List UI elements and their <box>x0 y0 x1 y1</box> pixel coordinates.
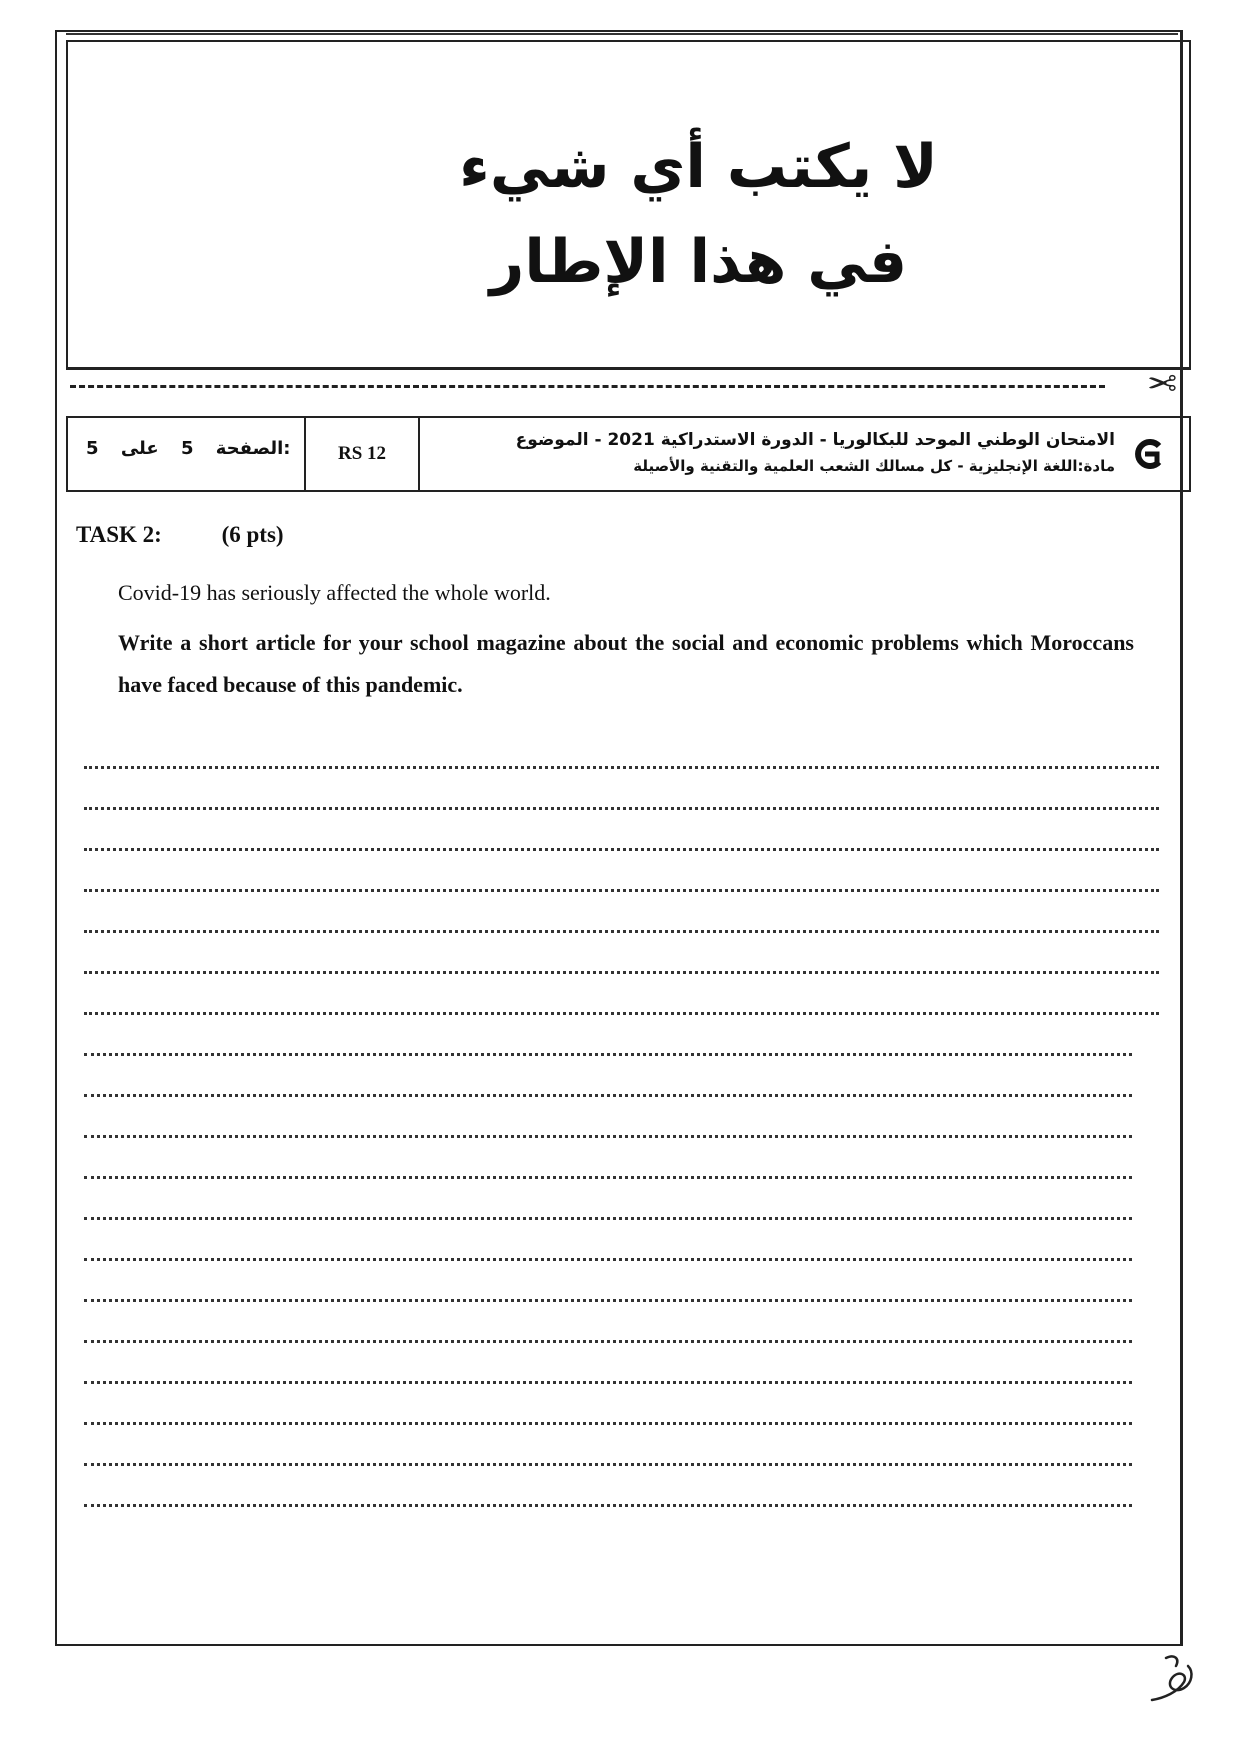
answer-line[interactable] <box>84 892 1159 933</box>
answer-line[interactable] <box>84 1056 1132 1097</box>
answer-line[interactable] <box>84 1384 1132 1425</box>
no-write-line-2: في هذا الإطار <box>489 227 908 297</box>
answer-line[interactable] <box>84 728 1159 769</box>
answer-line[interactable] <box>84 1179 1132 1220</box>
answer-line[interactable] <box>84 1220 1132 1261</box>
task-instruction: Write a short article for your school magazine about the social and economic problems which Moroccans have faced because of this pandemic. <box>118 630 1134 697</box>
no-write-box <box>66 40 1191 370</box>
answer-area[interactable] <box>84 728 1159 1507</box>
task-label: TASK 2: <box>76 522 162 547</box>
exam-subject: مادة:اللغة الإنجليزية - كل مسالك الشعب العلمية والتقنية والأصيلة <box>633 457 1115 475</box>
subject-code: RS 12 <box>306 418 420 490</box>
answer-line[interactable] <box>84 1302 1132 1343</box>
page-current: 5 <box>180 438 194 459</box>
page-label: الصفحة: <box>215 438 291 459</box>
answer-line[interactable] <box>84 851 1159 892</box>
answer-line[interactable] <box>84 1097 1132 1138</box>
task-context: Covid-19 has seriously affected the whole world. <box>118 580 551 605</box>
page-number <box>86 438 306 459</box>
page-number-cell <box>68 418 306 490</box>
task-heading <box>76 522 284 548</box>
task-points: (6 pts) <box>221 522 284 547</box>
answer-line[interactable] <box>84 810 1159 851</box>
answer-line[interactable] <box>84 769 1159 810</box>
top-rule <box>66 33 1178 35</box>
answer-line[interactable] <box>84 1015 1132 1056</box>
answer-line[interactable] <box>84 1425 1132 1466</box>
page-of: على <box>120 438 159 459</box>
answer-line[interactable] <box>84 1343 1132 1384</box>
answer-line[interactable] <box>84 974 1159 1015</box>
cut-line <box>66 365 1191 409</box>
cut-dashed-line <box>70 385 1105 388</box>
exam-header <box>66 416 1191 492</box>
answer-line[interactable] <box>84 1466 1132 1507</box>
scissors-icon: ✂ <box>1146 364 1177 405</box>
answer-line[interactable] <box>84 933 1159 974</box>
exam-title-cell <box>420 418 1189 490</box>
ministry-logo-icon <box>1131 436 1167 472</box>
page-total: 5 <box>86 438 99 459</box>
answer-line[interactable] <box>84 1261 1132 1302</box>
no-write-line-1: لا يكتب أي شيء <box>459 132 938 202</box>
signature-mark <box>1144 1648 1204 1708</box>
answer-line[interactable] <box>84 1138 1132 1179</box>
exam-title: الامتحان الوطني الموحد للبكالوريا - الدورة الاستدراكية 2021 - الموضوع <box>515 430 1115 450</box>
